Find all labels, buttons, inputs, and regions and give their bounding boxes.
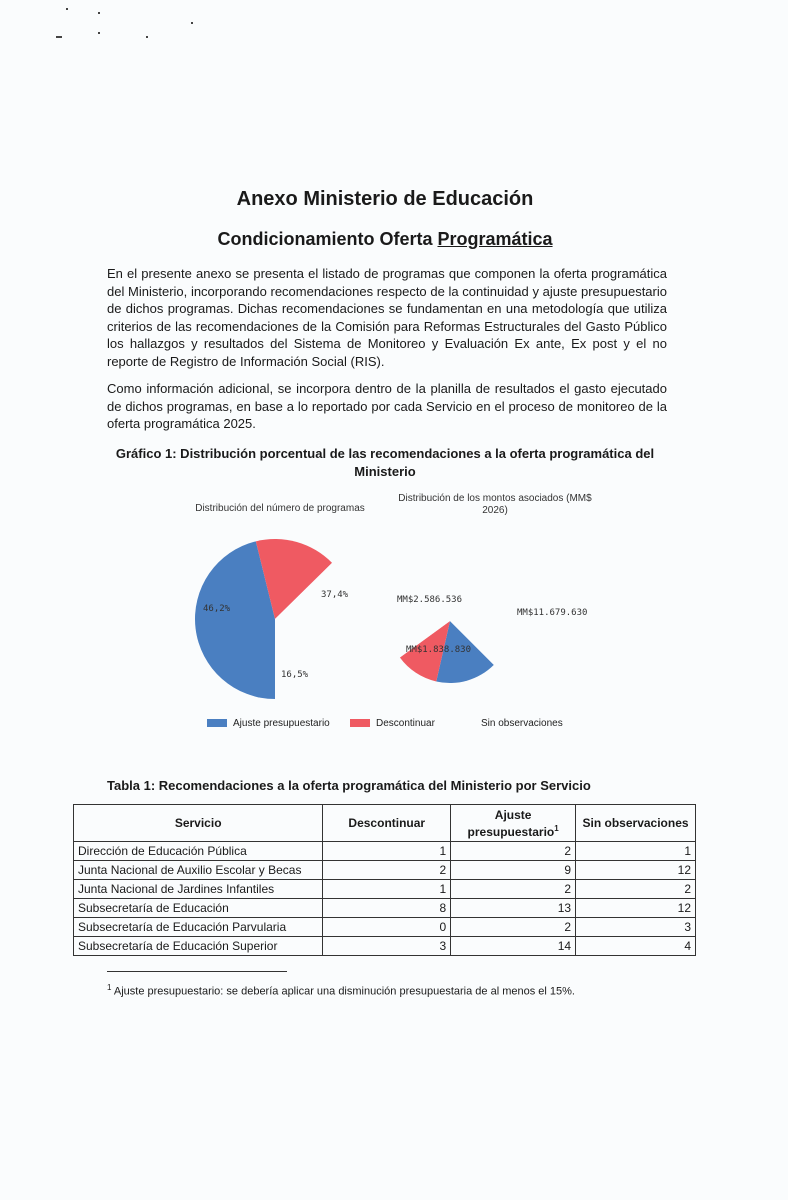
recommendations-table bbox=[73, 804, 696, 956]
cell-value: 14 bbox=[451, 937, 576, 956]
table-header-row bbox=[74, 805, 696, 842]
info-paragraph: Como información adicional, se incorpora dentro de la planilla de resultados el gasto ejecutado de dichos programas, en base a lo reportado por cada Servicio en el proceso de monitoreo de la oferta programática 2025. bbox=[107, 381, 667, 431]
cell-value: 4 bbox=[576, 937, 696, 956]
cell-servicio: Subsecretaría de Educación Superior bbox=[74, 937, 323, 956]
pie1-label-descontinuar: 16,5% bbox=[281, 670, 309, 680]
legend-ajuste bbox=[207, 718, 330, 729]
cell-value: 3 bbox=[323, 937, 451, 956]
cell-value: 1 bbox=[323, 880, 451, 899]
cell-value: 2 bbox=[451, 842, 576, 861]
table-row bbox=[74, 899, 696, 918]
cell-value: 2 bbox=[451, 918, 576, 937]
cell-servicio: Dirección de Educación Pública bbox=[74, 842, 323, 861]
table-row bbox=[74, 880, 696, 899]
header-ajuste bbox=[451, 805, 576, 842]
header-sin-observaciones: Sin observaciones bbox=[576, 805, 696, 842]
pie2-label-ajuste: MM$2.586.536 bbox=[397, 595, 463, 605]
pie-chart-programs bbox=[195, 539, 355, 699]
pie2-label-descontinuar: MM$1.838.830 bbox=[406, 645, 472, 655]
cell-value: 12 bbox=[576, 899, 696, 918]
pie-chart-amounts bbox=[388, 559, 512, 683]
table-row bbox=[74, 861, 696, 880]
table-row bbox=[74, 842, 696, 861]
pie2-label-sin: MM$11.679.630 bbox=[517, 608, 588, 618]
legend-sin bbox=[481, 718, 563, 729]
header-descontinuar: Descontinuar bbox=[323, 805, 451, 842]
cell-servicio: Subsecretaría de Educación bbox=[74, 899, 323, 918]
footnote-mark: 1 bbox=[107, 983, 112, 992]
cell-value: 9 bbox=[451, 861, 576, 880]
footnote bbox=[107, 983, 575, 998]
legend-label-descontinuar: Descontinuar bbox=[376, 718, 435, 729]
table-row bbox=[74, 937, 696, 956]
cell-value: 1 bbox=[576, 842, 696, 861]
cell-value: 8 bbox=[323, 899, 451, 918]
legend-swatch-ajuste bbox=[207, 719, 227, 727]
legend-swatch-descontinuar bbox=[350, 719, 370, 727]
cell-value: 0 bbox=[323, 918, 451, 937]
chart1-title: Distribución del número de programas bbox=[195, 503, 365, 514]
table-caption: Tabla 1: Recomendaciones a la oferta programática del Ministerio por Servicio bbox=[107, 778, 591, 793]
subtitle-prefix: Condicionamiento Oferta bbox=[217, 229, 438, 249]
cell-servicio: Junta Nacional de Auxilio Escolar y Becas bbox=[74, 861, 323, 880]
cell-servicio: Junta Nacional de Jardines Infantiles bbox=[74, 880, 323, 899]
chart2-title: Distribución de los montos asociados (MM$ 2026) bbox=[398, 493, 592, 516]
page-title: Anexo Ministerio de Educación bbox=[236, 188, 534, 210]
header-ajuste-footnote-mark: 1 bbox=[554, 823, 559, 833]
intro-paragraph: En el presente anexo se presenta el listado de programas que componen la oferta programática del Ministerio, incorporando recomendaciones respecto de la continuidad y ajuste presupuestario de dichos programas. Dichas recomendaciones se fundamentan en una metodología que utiliza criterios de las recomendaciones de la Comisión para Reformas Estructurales del Gasto Público los hallazgos y resultados del Sistema de Monitoreo y Evaluación Ex ante, Ex post y el no reporte de Registro de Información Social (RIS). bbox=[107, 266, 667, 369]
cell-servicio: Subsecretaría de Educación Parvularia bbox=[74, 918, 323, 937]
cell-value: 2 bbox=[576, 880, 696, 899]
cell-value: 12 bbox=[576, 861, 696, 880]
header-ajuste-label: Ajuste presupuestario bbox=[467, 807, 555, 839]
chart-caption: Gráfico 1: Distribución porcentual de las recomendaciones a la oferta programática del Ministerio bbox=[115, 446, 655, 479]
legend-label-ajuste: Ajuste presupuestario bbox=[233, 718, 330, 729]
cell-value: 2 bbox=[451, 880, 576, 899]
subtitle-underlined: Programática bbox=[437, 229, 553, 249]
legend-label-sin: Sin observaciones bbox=[481, 718, 563, 729]
header-servicio: Servicio bbox=[74, 805, 323, 842]
cell-value: 2 bbox=[323, 861, 451, 880]
footnote-divider bbox=[107, 971, 287, 972]
cell-value: 3 bbox=[576, 918, 696, 937]
footnote-text: Ajuste presupuestario: se debería aplicar una disminución presupuestaria de al menos el 15%. bbox=[111, 985, 575, 998]
cell-value: 13 bbox=[451, 899, 576, 918]
cell-value: 1 bbox=[323, 842, 451, 861]
legend-descontinuar bbox=[350, 718, 435, 729]
pie1-label-ajuste: 46,2% bbox=[203, 604, 231, 614]
table-row bbox=[74, 918, 696, 937]
pie1-label-sin: 37,4% bbox=[321, 590, 349, 600]
